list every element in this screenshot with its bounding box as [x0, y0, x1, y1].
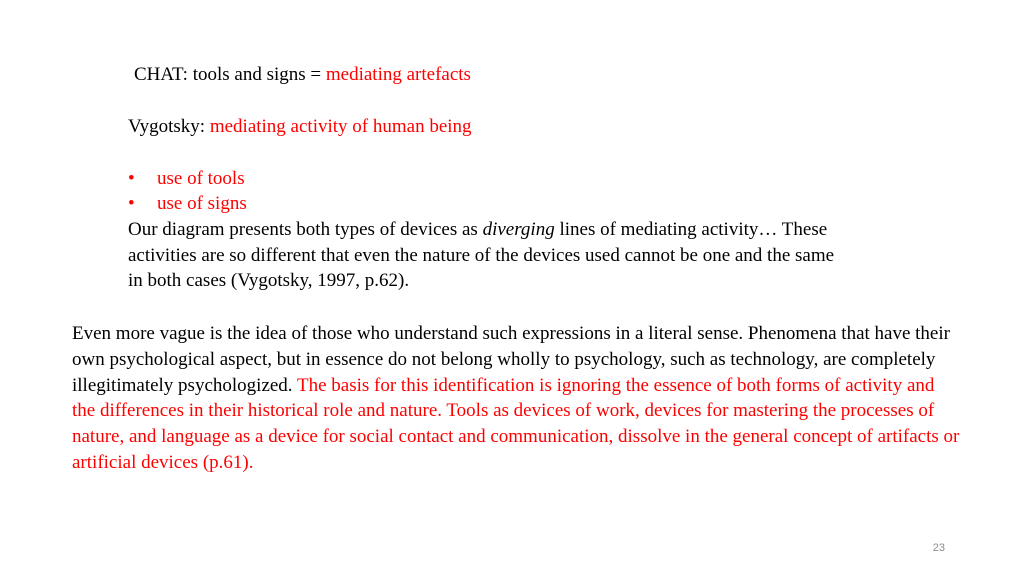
bullet-icon: • — [128, 168, 135, 189]
bullet-text: use of tools — [157, 168, 245, 189]
bullet-icon: • — [128, 193, 135, 214]
chat-heading — [134, 64, 471, 86]
quote-part-2: lines of mediating activity… These activities are so different that even the nature of the devices used cannot be one and the same in both cases (Vygotsky, 1997, p.62). — [128, 219, 835, 291]
vygotsky-quote — [128, 217, 848, 294]
list-item — [128, 166, 247, 191]
chat-heading-prefix: CHAT: tools and signs = — [134, 64, 326, 85]
quote-part-1: Our diagram presents both types of devices as — [128, 219, 483, 240]
chat-heading-highlight: mediating artefacts — [325, 64, 471, 85]
quote-emphasis: diverging — [482, 219, 555, 240]
bullet-text: use of signs — [157, 193, 247, 214]
vygotsky-heading — [128, 116, 472, 138]
page-number: 23 — [932, 542, 945, 554]
paragraph-black-text: Even more vague is the idea of those who understand such expressions in a literal sense. Phenomena that have their own psychological aspect, but in essence do not belong wholly to psychology, such as technology, are completely illegitimately psychologized. — [72, 323, 950, 396]
list-item — [128, 191, 247, 216]
body-paragraph — [72, 321, 962, 476]
paragraph-red-text: The basis for this identification is ignoring the essence of both forms of activity and the differences in their historical role and nature. Tools as devices of work, devices for mastering the processes of nature, and language as a device for social contact and communication, dissolve in the general concept of artifacts or artificial devices (p.61). — [72, 374, 960, 473]
vygotsky-heading-highlight: mediating activity of human being — [209, 116, 472, 137]
vygotsky-heading-prefix: Vygotsky: — [128, 116, 210, 137]
bullet-list — [128, 166, 247, 216]
